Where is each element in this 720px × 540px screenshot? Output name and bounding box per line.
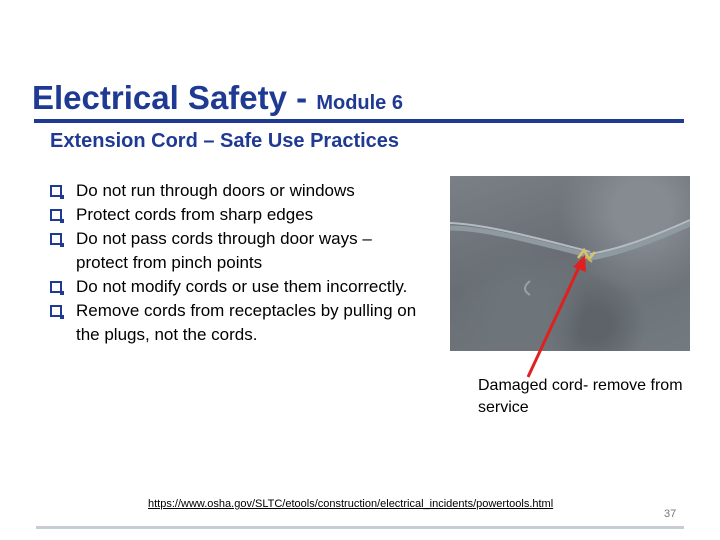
square-bullet-icon <box>50 305 62 317</box>
cord-illustration <box>450 176 690 351</box>
bullet-text: Protect cords from sharp edges <box>76 205 314 224</box>
bullet-item <box>48 299 428 347</box>
square-bullet-icon <box>50 185 62 197</box>
page-number: 37 <box>664 508 677 520</box>
slide-title <box>32 78 403 123</box>
square-bullet-icon <box>50 281 62 293</box>
footer-divider <box>36 526 684 529</box>
bullet-text: Do not pass cords through door ways – protect from pinch points <box>76 229 372 272</box>
damaged-cord-photo <box>450 176 690 351</box>
photo-caption: Damaged cord- remove from service <box>478 377 683 416</box>
title-main: Electrical Safety - <box>32 79 317 116</box>
square-bullet-icon <box>50 233 62 245</box>
bullet-item <box>48 275 428 299</box>
bullet-item <box>48 203 428 227</box>
title-underline <box>34 119 684 123</box>
source-link[interactable]: https://www.osha.gov/SLTC/etools/construction/electrical_incidents/powertools.html <box>148 498 554 510</box>
bullet-list <box>48 179 428 347</box>
bullet-text: Do not run through doors or windows <box>76 181 355 200</box>
title-module: Module 6 <box>316 92 403 114</box>
bullet-text: Do not modify cords or use them incorrectly. <box>76 277 408 296</box>
bullet-item <box>48 227 428 275</box>
square-bullet-icon <box>50 209 62 221</box>
slide-subtitle: Extension Cord – Safe Use Practices <box>50 130 400 152</box>
bullet-item <box>48 179 428 203</box>
bullet-text: Remove cords from receptacles by pulling on the plugs, not the cords. <box>76 301 417 344</box>
